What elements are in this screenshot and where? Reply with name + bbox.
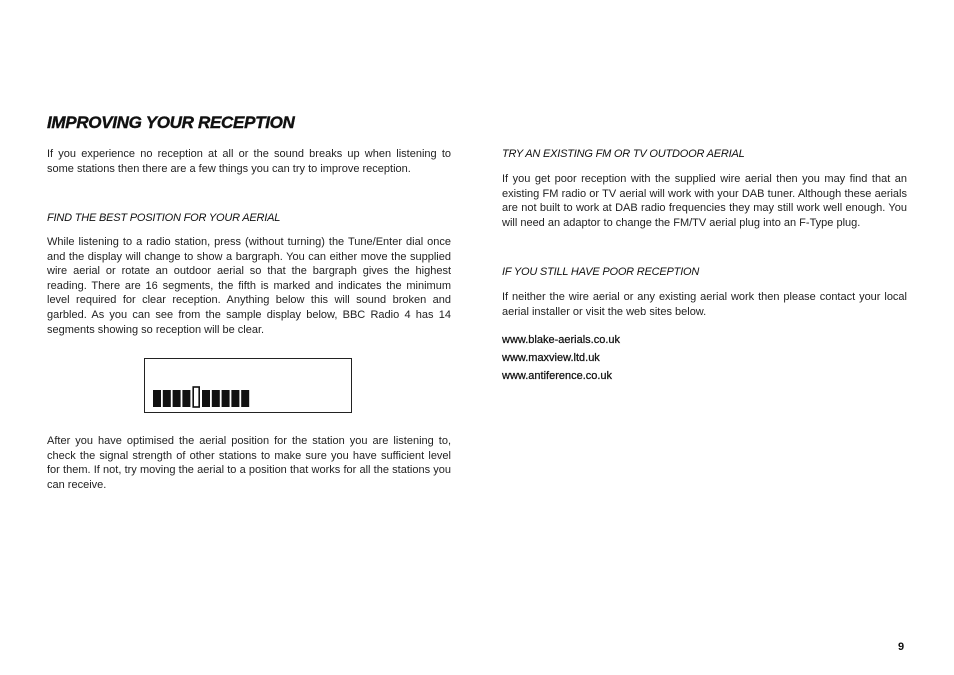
after-text: After you have optimised the aerial position for the station you are listening to, check the signal strength of other stations to make sure you have sufficient level for them. If not, try moving the aerial to a position that works for all the stations you can receive. — [47, 435, 451, 491]
section-aerial-position-body — [47, 235, 451, 337]
link-antiference[interactable]: www.antiference.co.uk — [502, 370, 613, 382]
section-existing-aerial-body — [502, 172, 907, 230]
bargraph-segment — [212, 390, 220, 407]
section-existing-aerial — [502, 148, 907, 160]
bargraph — [145, 359, 353, 414]
sample-bargraph-display — [144, 358, 352, 413]
bargraph-segment — [163, 390, 171, 407]
section-heading: IF YOU STILL HAVE POOR RECEPTION — [502, 266, 700, 278]
section-body: If neither the wire aerial or any existing aerial work then please contact your local aerial installer or visit the web sites below. — [502, 291, 907, 318]
section-heading: TRY AN EXISTING FM OR TV OUTDOOR AERIAL — [502, 148, 745, 160]
bargraph-segment — [182, 390, 190, 407]
link-list — [502, 334, 907, 382]
section-body: While listening to a radio station, press (without turning) the Tune/Enter dial once and the display will change to show a bargraph. You can either move the supplied wire aerial or rotate an outdoor aerial so that the bargraph gives the highest reading. There are 16 segments, the fifth is marked and indicates the minimum level required for clear reception. Anything below this will sound broken and garbled. As you can see from the sample display below, BBC Radio 4 has 14 segments showing so reception will be clear. — [47, 236, 451, 336]
section-poor-reception — [502, 266, 907, 278]
section-heading: FIND THE BEST POSITION FOR YOUR AERIAL — [47, 212, 281, 224]
after-paragraph — [47, 434, 451, 492]
page-number: 9 — [898, 641, 905, 653]
bargraph-segment — [153, 390, 161, 407]
section-body: If you get poor reception with the supplied wire aerial then you may find that an existing FM radio or TV aerial will work with your DAB tuner. Although these aerials are not built to work at DAB radio frequencies they may still work well enough. You will need an adaptor to change the FM/TV aerial plug into an F-Type plug. — [502, 173, 907, 229]
bargraph-segment — [202, 390, 210, 407]
bargraph-segment — [173, 390, 181, 407]
intro-text: If you experience no reception at all or the sound breaks up when listening to some stations then there are a few things you can try to improve reception. — [47, 148, 451, 175]
bargraph-segment — [231, 390, 239, 407]
intro-paragraph — [47, 147, 451, 176]
link-maxview[interactable]: www.maxview.ltd.uk — [502, 352, 600, 364]
page-title: IMPROVING YOUR RECEPTION — [47, 113, 295, 132]
section-poor-reception-body — [502, 290, 907, 319]
bargraph-segment — [222, 390, 230, 407]
bargraph-marked-segment — [193, 387, 199, 407]
section-aerial-position — [47, 212, 451, 224]
bargraph-segment — [241, 390, 249, 407]
link-blake[interactable]: www.blake-aerials.co.uk — [502, 334, 620, 346]
